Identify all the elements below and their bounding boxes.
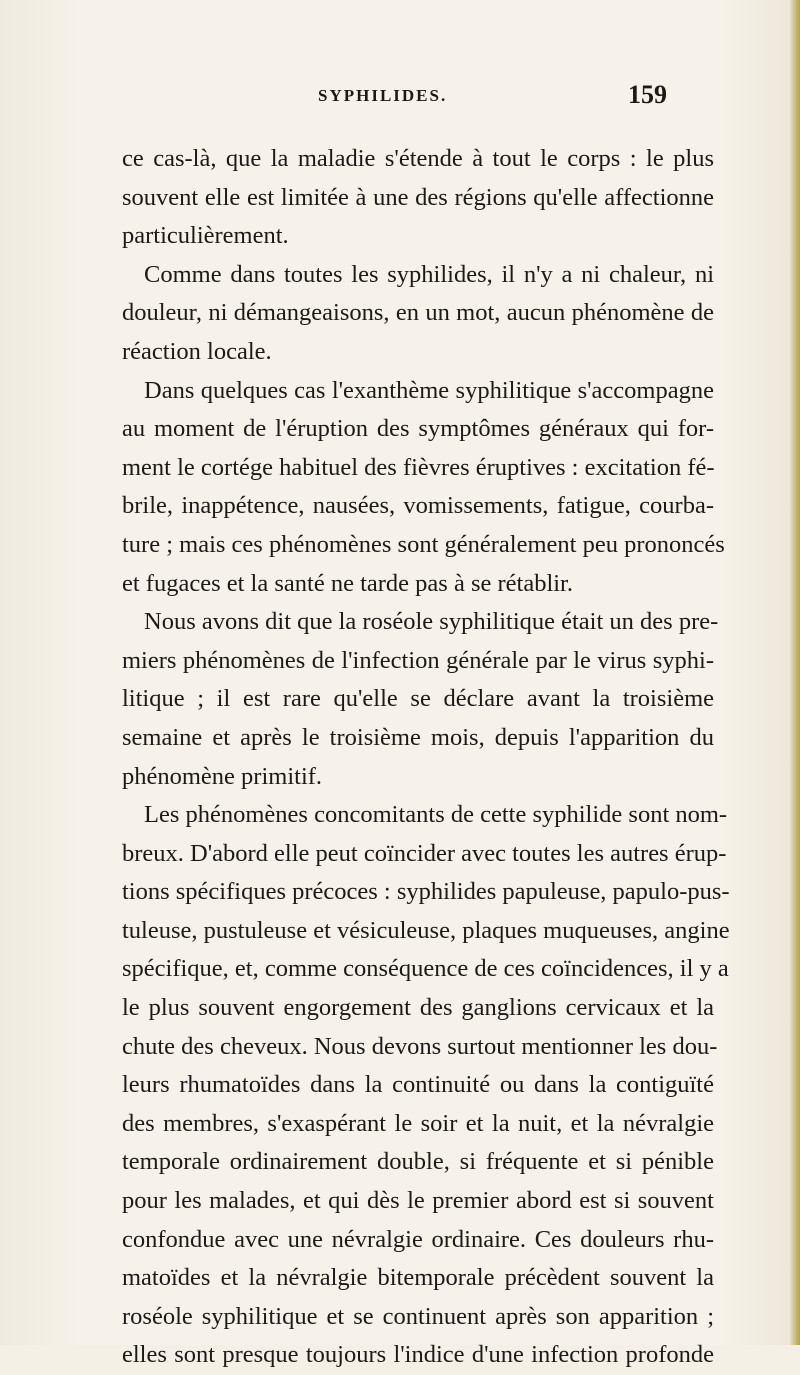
text-line: au moment de l'éruption des symptômes généraux qui for-: [122, 415, 714, 443]
text-line: brile, inappétence, nausées, vomissements, fatigue, courba-: [122, 492, 714, 520]
text-line: et fugaces et la santé ne tarde pas à se rétablir.: [122, 569, 573, 597]
text-line: semaine et après le troisième mois, depuis l'apparition du: [122, 723, 714, 751]
text-line: ture ; mais ces phénomènes sont généralement peu prononcés: [122, 530, 725, 558]
text-line: litique ; il est rare qu'elle se déclare avant la troisième: [122, 685, 714, 713]
text-line: tuleuse, pustuleuse et vésiculeuse, plaques muqueuses, angine: [122, 916, 730, 944]
text-line: Nous avons dit que la roséole syphilitique était un des pre-: [144, 608, 719, 636]
text-line: confondue avec une névralgie ordinaire. Ces douleurs rhu-: [122, 1225, 714, 1253]
text-line: spécifique, et, comme conséquence de ces coïncidences, il y a: [122, 955, 729, 983]
text-line: breux. D'abord elle peut coïncider avec toutes les autres érup-: [122, 839, 727, 867]
running-title: SYPHILIDES.: [318, 86, 448, 105]
text-line: miers phénomènes de l'infection générale par le virus syphi-: [122, 646, 714, 674]
text-line: particulièrement.: [122, 222, 289, 250]
text-line: phénomène primitif.: [122, 762, 323, 790]
body-text: [122, 140, 730, 1375]
text-line: temporale ordinairement double, si fréquente et si pénible: [122, 1148, 714, 1176]
text-line: Dans quelques cas l'exanthème syphilitique s'accompagne: [144, 376, 714, 404]
text-line: tions spécifiques précoces : syphilides papuleuse, papulo-pus-: [122, 878, 730, 906]
text-line: ment le cortége habituel des fièvres éruptives : excitation fé-: [122, 453, 715, 481]
text-line: souvent elle est limitée à une des régions qu'elle affectionne: [122, 183, 714, 211]
text-line: Comme dans toutes les syphilides, il n'y a ni chaleur, ni: [144, 260, 714, 288]
text-line: le plus souvent engorgement des ganglions cervicaux et la: [122, 994, 714, 1022]
text-line: roséole syphilitique et se continuent après son apparition ;: [122, 1302, 714, 1330]
text-line: ce cas-là, que la maladie s'étende à tout le corps : le plus: [122, 145, 714, 172]
text-line: des membres, s'exaspérant le soir et la nuit, et la névralgie: [122, 1109, 714, 1137]
text-line: pour les malades, et qui dès le premier abord est si souvent: [122, 1187, 714, 1215]
text-line: réaction locale.: [122, 337, 272, 365]
text-line: leurs rhumatoïdes dans la continuité ou dans la contiguïté: [122, 1071, 714, 1099]
page-number: 159: [628, 80, 667, 109]
page-edge: [790, 0, 800, 1345]
text-line: Les phénomènes concomitants de cette syphilide sont nom-: [144, 801, 728, 829]
page-header: [0, 80, 800, 120]
text-line: douleur, ni démangeaisons, en un mot, aucun phénomène de: [122, 299, 714, 327]
text-line: matoïdes et la névralgie bitemporale précèdent souvent la: [122, 1264, 714, 1292]
text-line: elles sont presque toujours l'indice d'une infection profonde: [122, 1341, 714, 1369]
text-line: chute des cheveux. Nous devons surtout mentionner les dou-: [122, 1032, 718, 1060]
